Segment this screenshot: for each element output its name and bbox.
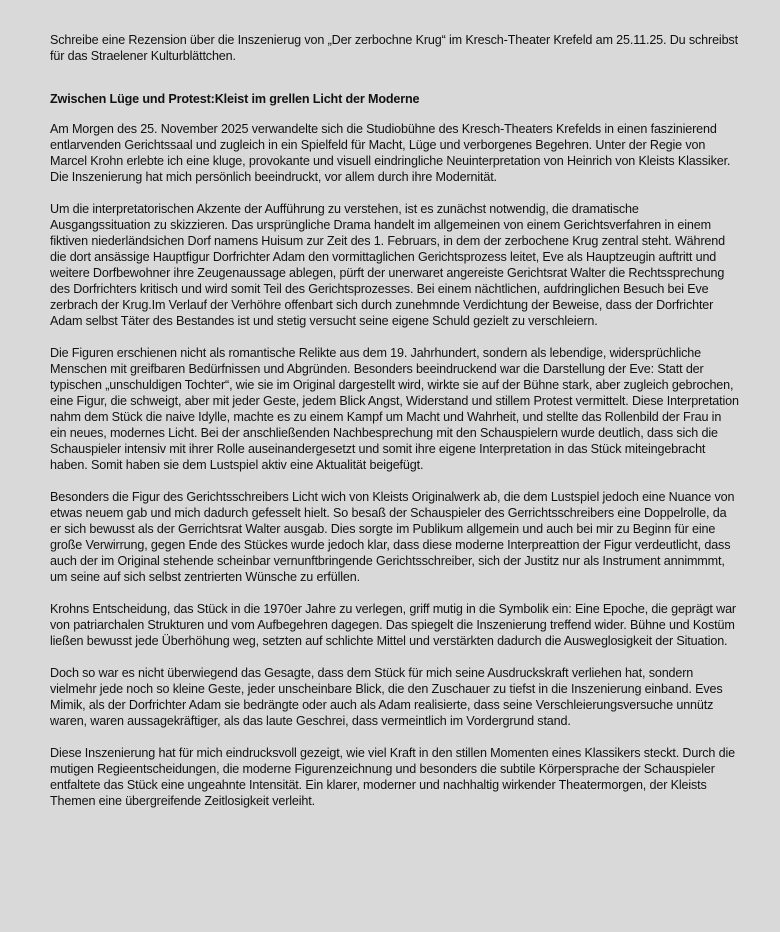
- article-paragraph-characters: Die Figuren erschienen nicht als romantische Relikte aus dem 19. Jahrhundert, sondern als lebendige, widersprüchliche Menschen mit greifbaren Bedürfnissen und Abgründen. Besonders beeindruckend war die Darstellung der Eve: Statt der typischen „unschuldigen Tochter“, wie sie im Original dargestellt wird, wirkte sie auf der Bühne stark, aber zugleich gebrochen, eine Figur, die schweigt, aber mit jeder Geste, jedem Blick Angst, Widerstand und stillem Protest vermittelt. Diese Interpretation nahm dem Stück die naive Idylle, machte es zu einem Kampf um Macht und Wahrheit, und stellte das Rollenbild der Frau in ein neues, modernes Licht. Bei der anschließenden Nachbesprechung mit den Schauspielern wurde deutlich, dass sich die Schauspieler intensiv mit ihrer Rolle auseinandergesetzt und somit ihre eigene Interpretation in das Stück miteingebracht haben. Somit haben sie dem Lustspiel aktiv eine Aktualität beigefügt.: [50, 346, 739, 472]
- article-paragraph-plot: Um die interpretatorischen Akzente der Aufführung zu verstehen, ist es zunächst notwendig, die dramatische Ausgangssituation zu skizzieren. Das ursprüngliche Drama handelt im allgemeinen von einem Gerichtsverfahren in einem fiktiven niederländsichen Dorf namens Huisum zur Zeit des 1. Februars, in dem der zerbochene Krug zentral steht. Während die dort ansässige Hauptfigur Dorfrichter Adam den vormittaglichen Gerichtsprozess leitet, Eve als Hauptzeugin auftritt und weitere Dorfbewohner ihre Zeugenaussage ablegen, pürft der unerwaret angereiste Gerichtsrat Walter die Rechtssprechung des Dorfrichters kritisch und wird somit Teil des Gerichtsprozesses. Bei einem nächtlichen, aufdringlichen Besuch bei Eve zerbrach der Krug.Im Verlauf der Verhöhre offenbart sich durch zunehmnde Verdichtung der Beweise, dass der Dorfrichter Adam selbst Täter des Bestandes ist und stetig versucht seine eigene Schuld gezielt zu verschleiern.: [50, 202, 725, 328]
- prompt-text: Schreibe eine Rezension über die Inszenierug von „Der zerbochne Krug“ im Kresch-Theater Krefeld am 25.11.25. Du schreibst für das Straelener Kulturblättchen.: [50, 33, 738, 63]
- article-paragraph-court-clerk: Besonders die Figur des Gerichtsschreibers Licht wich von Kleists Originalwerk ab, die dem Lustspiel jedoch eine Nuance von etwas neuem gab und mich dadurch gefesselt hielt. So besaß der Schauspieler des Gerrichtsschreibers eine Doppelrolle, da er sich bewusst als der Gerrichtsrat Walter ausgab. Dies sorgte im Publikum allgemein und auch bei mir zu Beginn für eine große Verwirrung, gegen Ende des Stückes wurde jedoch klar, dass diese moderne Interpreattion der Figur verdeutlicht, dass auch der im Original stehende scheinbar vernunftbringende Gerichtsschreiber, sich der Justitz nur als Instrument annimmmt, um seine auf sich selbst zentrierten Wünsche zu erfüllen.: [50, 490, 735, 584]
- article-paragraph-gestures: Doch so war es nicht überwiegend das Gesagte, dass dem Stück für mich seine Ausdruckskraft verliehen hat, sondern vielmehr jede noch so kleine Geste, jeder unscheinbare Blick, die den Zuschauer zu tiefst in die Inszenierung einband. Eves Mimik, als der Dorfrichter Adam sie bedrängte oder auch als Adam realisierte, dass seine Verschleierungsversuche unnütz waren, waren aussagekräftiger, als das laute Geschrei, dass vermeintlich im Vordergrund stand.: [50, 666, 723, 728]
- article-paragraph-setting: Krohns Entscheidung, das Stück in die 1970er Jahre zu verlegen, griff mutig in die Symbolik ein: Eine Epoche, die geprägt war von patriarchalen Strukturen und vom Aufbegehren dagegen. Das spiegelt die Inszenierung treffend wider. Bühne und Kostüm ließen bewusst jede Überhöhung weg, setzten auf schlichte Mittel und verstärkten dadurch die Ausweglosigkeit der Situation.: [50, 602, 736, 648]
- article-paragraph-conclusion: Diese Inszenierung hat für mich eindrucksvoll gezeigt, wie viel Kraft in den stillen Momenten eines Klassikers steckt. Durch die mutigen Regieentscheidungen, die moderne Figurenzeichnung und besonders die subtile Körpersprache der Schauspieler entfaltete das Stück eine ungeahnte Intensität. Ein klarer, moderner und nachhaltig wirkender Theatermorgen, der Kleists Themen eine übergreifende Zeitlosigkeit verleiht.: [50, 746, 735, 808]
- article-paragraph-intro: Am Morgen des 25. November 2025 verwandelte sich die Studiobühne des Kresch-Theaters Krefelds in einen faszinierend entlarvenden Gerichtssaal und zugleich in ein Spielfeld für Macht, Lüge und verborgenes Begehren. Unter der Regie von Marcel Krohn erlebte ich eine kluge, provokante und visuell eindringliche Neuinterpretation von Heinrich von Kleists Klassiker. Die Inszenierung hat mich persönlich beeindruckt, vor allem durch ihre Modernität.: [50, 122, 731, 184]
- review-article: [50, 91, 740, 809]
- article-headline: Zwischen Lüge und Protest:Kleist im grellen Licht der Moderne: [50, 92, 420, 106]
